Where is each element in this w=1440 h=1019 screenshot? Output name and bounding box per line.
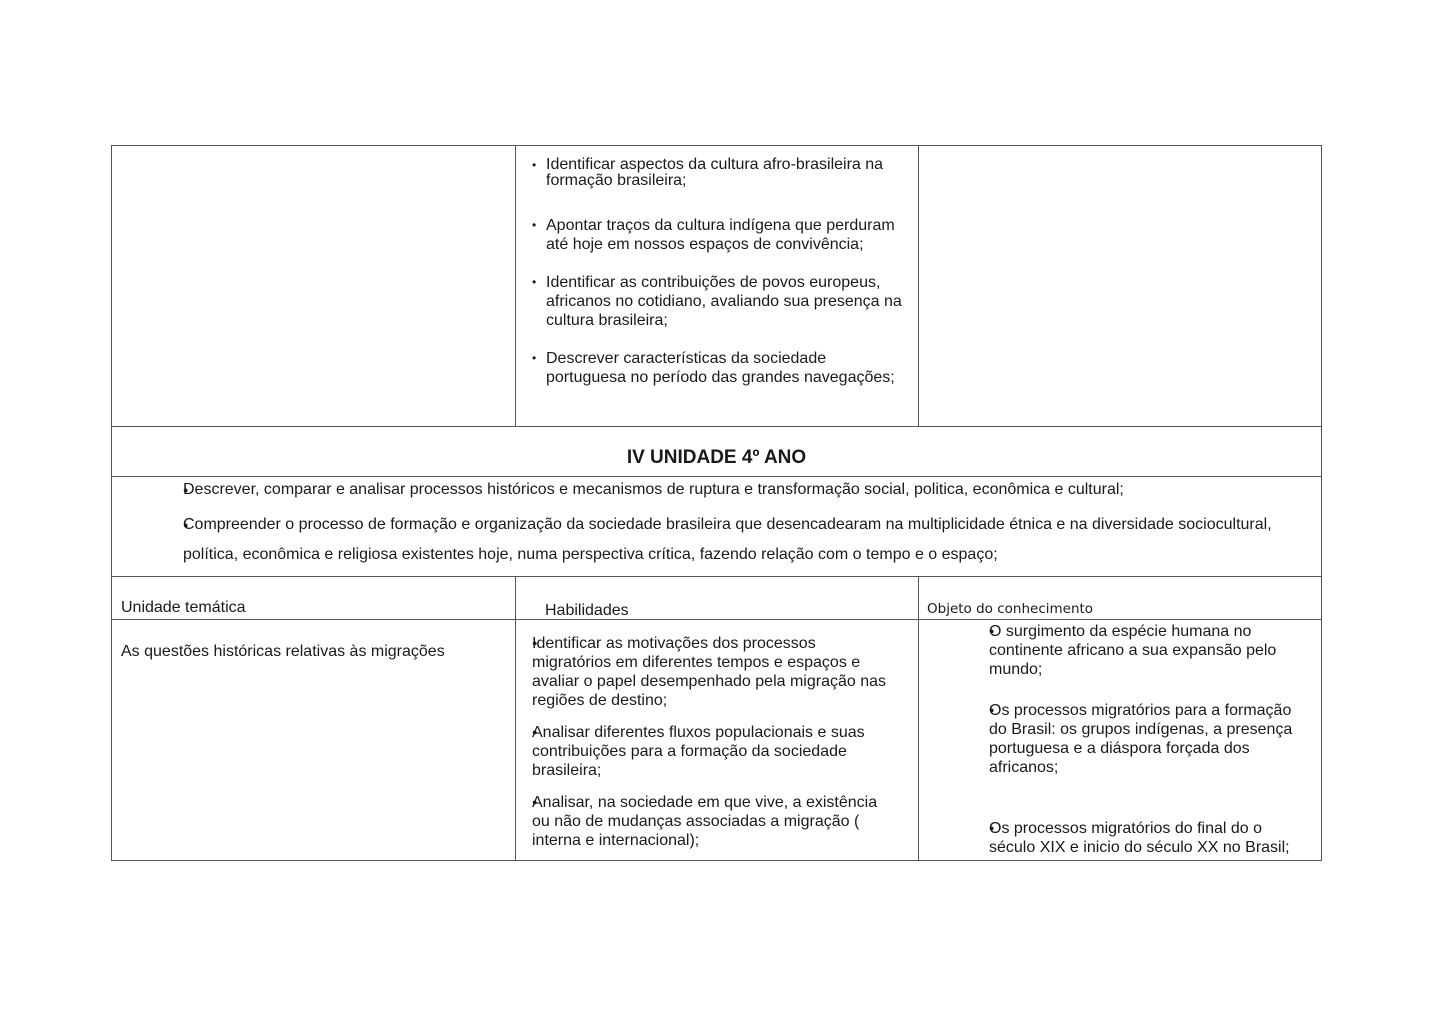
row-divider-headers	[111, 576, 1322, 577]
header-skills: Habilidades	[545, 602, 629, 619]
col-divider-top-2	[918, 145, 919, 427]
list-item: ● Analisar diferentes fluxos populacionais e suas contribuições para a formação da sociedade brasileira;	[517, 723, 897, 780]
top-skills-list	[532, 157, 907, 387]
unit-objectives	[150, 480, 1290, 570]
list-item: ● Os processos migratórios para a formação do Brasil: os grupos indígenas, a presença portuguesa e a diáspora forçada dos africanos;	[958, 701, 1303, 777]
unit-title: IV UNIDADE 4º ANO	[626, 447, 807, 468]
list-item: ● Analisar, na sociedade em que vive, a existência ou não de mudanças associadas a migração ( interna e internacional);	[517, 793, 897, 850]
header-knowledge-object: Objeto do conhecimento	[927, 601, 1094, 617]
skills-cell	[517, 634, 897, 850]
knowledge-objects-list	[958, 622, 1303, 857]
objectives-list	[150, 480, 1290, 570]
list-item: ● Os processos migratórios do final do o século XIX e inicio do século XX no Brasil;	[958, 819, 1303, 857]
list-item: • Descrever características da sociedade portuguesa no período das grandes navegações;	[532, 349, 907, 387]
row-divider-content	[111, 619, 1322, 620]
row-divider-objectives	[111, 476, 1322, 477]
list-item: • Identificar aspectos da cultura afro-brasileira na formação brasileira;	[532, 157, 907, 189]
col-divider-bottom-2	[918, 576, 919, 861]
list-item: ● Compreender o processo de formação e organização da sociedade brasileira que desencadearam na multiplicidade étnica e na diversidade sociocultural, política, econômica e religiosa existentes hoje, numa perspectiva crítica, fazendo relação com o tempo e o espaço;	[150, 510, 1290, 570]
list-item: ● Descrever, comparar e analisar processos históricos e mecanismos de ruptura e transformação social, politica, econômica e cultural;	[150, 480, 1290, 500]
row-divider-unit-title	[111, 426, 1322, 427]
list-item: • Identificar as contribuições de povos europeus, africanos no cotidiano, avaliando sua presença na cultura brasileira;	[532, 273, 907, 330]
list-item: • Apontar traços da cultura indígena que perduram até hoje em nossos espaços de convivência;	[532, 216, 907, 254]
skills-list	[517, 634, 897, 850]
knowledge-objects-cell	[958, 622, 1303, 857]
list-item: ● O surgimento da espécie humana no continente africano a sua expansão pelo mundo;	[958, 622, 1303, 679]
col-divider-top-1	[515, 145, 516, 427]
col-divider-bottom-1	[515, 576, 516, 861]
header-thematic-unit: Unidade temática	[121, 599, 246, 616]
list-item: ● Identificar as motivações dos processos migratórios em diferentes tempos e espaços e avaliar o papel desempenhado pela migração nas regiões de destino;	[517, 634, 897, 710]
thematic-unit-value: As questões históricas relativas às migrações	[121, 643, 445, 660]
top-skills-cell	[532, 157, 907, 387]
